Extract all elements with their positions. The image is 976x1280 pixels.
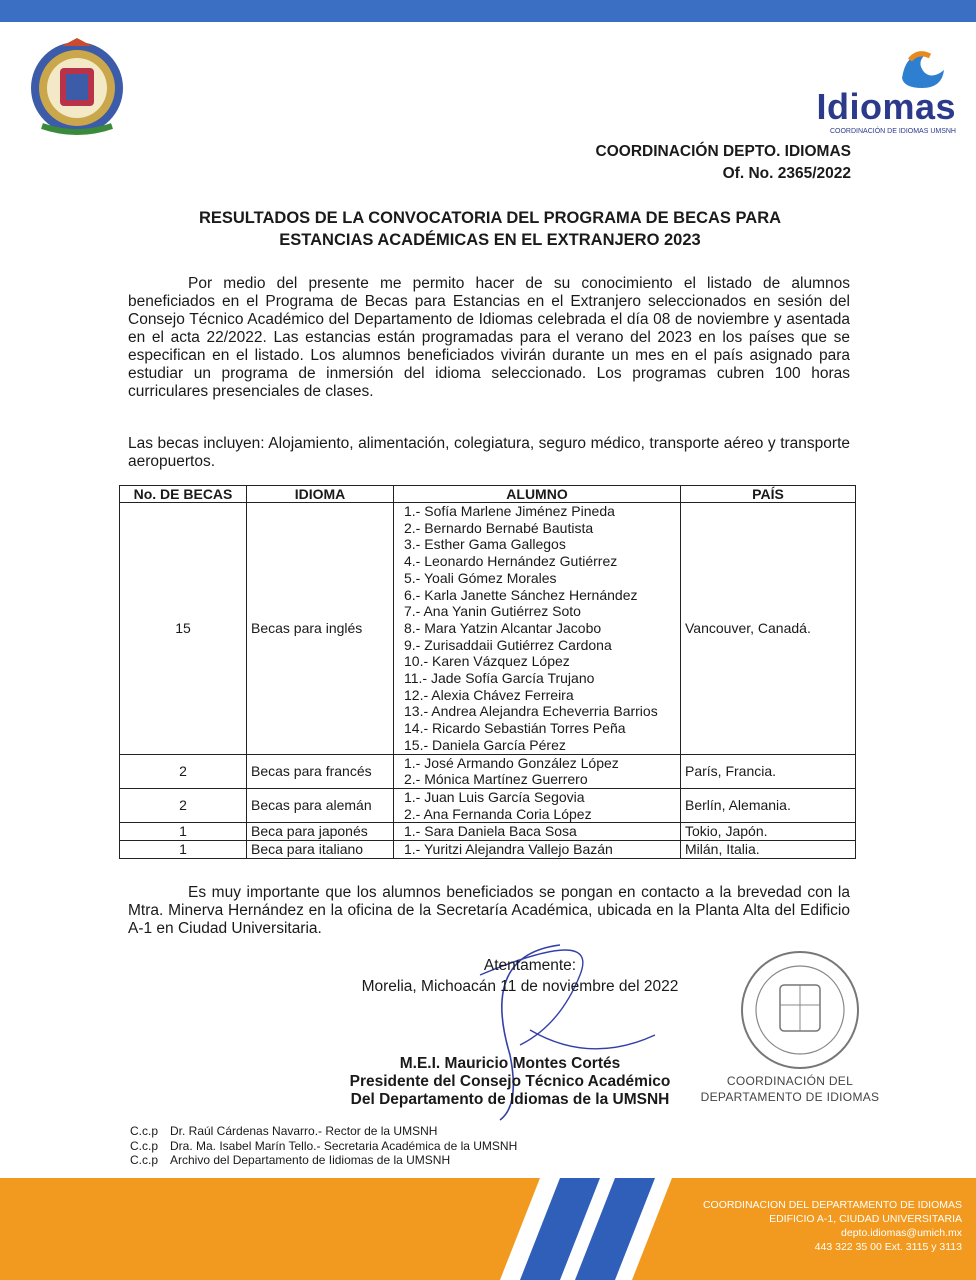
students-cell xyxy=(394,841,681,859)
count-cell: 2 xyxy=(120,788,247,822)
table-row xyxy=(120,788,856,822)
department-name: COORDINACIÓN DEPTO. IDIOMAS xyxy=(595,143,851,160)
office-number: Of. No. 2365/2022 xyxy=(722,165,851,182)
count-cell: 15 xyxy=(120,503,247,755)
country-cell: Vancouver, Canadá. xyxy=(681,503,856,755)
student-name: 1.- Juan Luis García Segovia xyxy=(404,788,585,805)
language-cell: Beca para japonés xyxy=(247,823,394,841)
student-name: 1.- Sofía Marlene Jiménez Pineda xyxy=(404,503,615,519)
language-cell: Becas para alemán xyxy=(247,788,394,822)
student-name: 13.- Andrea Alejandra Echeverria Barrios xyxy=(404,703,658,720)
student-name: 4.- Leonardo Hernández Gutiérrez xyxy=(404,553,618,570)
students-cell xyxy=(394,754,681,788)
cc-text: Archivo del Departamento de Iidiomas de la UMSNH xyxy=(170,1153,451,1167)
table-header-row xyxy=(120,486,856,503)
signer-block xyxy=(330,1055,690,1109)
carbon-copy-list xyxy=(130,1124,517,1168)
student-name: 1.- Sara Daniela Baca Sosa xyxy=(404,823,577,840)
cc-text: Dra. Ma. Isabel Marín Tello.- Secretaria Académica de la UMSNH xyxy=(170,1138,518,1153)
footer-line-1: COORDINACION DEL DEPARTAMENTO DE IDIOMAS xyxy=(702,1199,962,1211)
count-cell: 1 xyxy=(120,841,247,859)
student-name: 10.- Karen Vázquez López xyxy=(404,653,570,670)
cc-label: C.c.p xyxy=(130,1124,159,1138)
student-name: 9.- Zurisaddaii Gutiérrez Cardona xyxy=(404,636,612,653)
intro-paragraph: Por medio del presente me permito hacer de su conocimiento el listado de alumnos beneficiados en el Programa de Becas para Estancias en el Extranjero seleccionados en sesión del Consejo Técnico Académico del Departamento de Idiomas celebrada el día 08 de noviembre y asentada en el acta 22/2022. Las estancias están programadas para el verano del 2023 en los países que se especifican en el listado. Los alumnos beneficiados vivirán durante un mes en el país asignado para estudiar un programa de inmersión del idioma seleccionado. Los programas cubren 100 horas curriculares presenciales de clases. xyxy=(128,275,850,400)
footer-email: depto.idiomas@umich.mx xyxy=(841,1227,962,1239)
count-cell: 2 xyxy=(120,754,247,788)
table-row xyxy=(120,841,856,859)
header-count: No. DE BECAS xyxy=(120,486,247,503)
student-name: 12.- Alexia Chávez Ferreira xyxy=(404,686,574,703)
student-name: 8.- Mara Yatzin Alcantar Jacobo xyxy=(404,619,602,636)
language-cell: Beca para italiano xyxy=(247,841,394,859)
document-title xyxy=(110,207,870,251)
cc-label: C.c.p xyxy=(130,1138,159,1153)
students-cell xyxy=(394,503,681,755)
signer-name: M.E.I. Mauricio Montes Cortés xyxy=(399,1055,621,1072)
cc-text: Dr. Raúl Cárdenas Navarro.- Rector de la UMSNH xyxy=(170,1124,438,1138)
contact-paragraph: Es muy importante que los alumnos beneficiados se pongan en contacto a la brevedad con la Mtra. Minerva Hernández en la oficina de la Secretaría Académica, ubicada en la Planta Alta del Edificio A-1 en Ciudad Universitaria. xyxy=(128,884,850,937)
cc-entry xyxy=(130,1124,517,1139)
signer-title-2: Del Departamento de Idiomas de la UMSNH xyxy=(350,1091,670,1108)
student-name: 2.- Ana Fernanda Coria López xyxy=(404,805,592,822)
logo-subtext: COORDINACIÓN DE IDIOMAS UMSNH xyxy=(829,128,956,135)
table-row xyxy=(120,754,856,788)
table-row xyxy=(120,823,856,841)
student-name: 3.- Esther Gama Gallegos xyxy=(404,536,566,553)
country-cell: Milán, Italia. xyxy=(681,841,856,859)
language-cell: Becas para francés xyxy=(247,754,394,788)
cc-label: C.c.p xyxy=(130,1153,159,1167)
idiomas-logo xyxy=(808,48,958,144)
scholarship-table xyxy=(119,485,856,859)
student-name: 11.- Jade Sofía García Trujano xyxy=(404,670,595,687)
header-info xyxy=(596,141,851,185)
student-name: 15.- Daniela García Pérez xyxy=(404,736,566,753)
official-stamp-icon xyxy=(730,945,870,1075)
footer-contact xyxy=(703,1198,962,1254)
student-name: 7.- Ana Yanin Gutiérrez Soto xyxy=(404,603,581,620)
student-name: 14.- Ricardo Sebastián Torres Peña xyxy=(404,720,626,737)
student-name: 2.- Mónica Martínez Guerrero xyxy=(404,771,588,788)
language-cell: Becas para inglés xyxy=(247,503,394,755)
cc-entry xyxy=(130,1153,517,1168)
university-seal-icon xyxy=(22,38,132,138)
stamp-label xyxy=(700,1073,880,1105)
student-name: 1.- Yuritzi Alejandra Vallejo Bazán xyxy=(404,841,613,858)
header-language: IDIOMA xyxy=(247,486,394,503)
place-date: Morelia, Michoacán 11 de noviembre del 2022 xyxy=(361,978,679,995)
cc-entry xyxy=(130,1139,517,1154)
header-country: PAÍS xyxy=(681,486,856,503)
top-blue-bar xyxy=(0,0,976,22)
student-name: 6.- Karla Janette Sánchez Hernández xyxy=(404,586,638,603)
stamp-label-line-2: DEPARTAMENTO DE IDIOMAS xyxy=(700,1090,880,1104)
count-cell: 1 xyxy=(120,823,247,841)
stamp-label-line-1: COORDINACIÓN DEL xyxy=(726,1074,854,1088)
student-name: 5.- Yoali Gómez Morales xyxy=(404,569,557,586)
country-cell: Berlín, Alemania. xyxy=(681,788,856,822)
country-cell: París, Francia. xyxy=(681,754,856,788)
logo-text: Idiomas xyxy=(816,86,956,127)
salutation: Atentamente: xyxy=(483,957,577,974)
title-line-1: RESULTADOS DE LA CONVOCATORIA DEL PROGRAMA DE BECAS PARA xyxy=(198,209,782,227)
students-cell xyxy=(394,823,681,841)
student-name: 1.- José Armando González López xyxy=(404,754,619,771)
signer-title-1: Presidente del Consejo Técnico Académico xyxy=(349,1073,671,1090)
country-cell: Tokio, Japón. xyxy=(681,823,856,841)
footer-line-2: EDIFICIO A-1, CIUDAD UNIVERSITARIA xyxy=(769,1213,962,1225)
students-cell xyxy=(394,788,681,822)
table-row xyxy=(120,503,856,755)
student-name: 2.- Bernardo Bernabé Bautista xyxy=(404,519,594,536)
header-student: ALUMNO xyxy=(394,486,681,503)
title-line-2: ESTANCIAS ACADÉMICAS EN EL EXTRANJERO 2023 xyxy=(279,231,701,249)
footer-phone: 443 322 35 00 Ext. 3115 y 3113 xyxy=(814,1241,962,1253)
benefits-paragraph: Las becas incluyen: Alojamiento, alimentación, colegiatura, seguro médico, transporte aéreo y transporte aeropuertos. xyxy=(128,435,850,470)
